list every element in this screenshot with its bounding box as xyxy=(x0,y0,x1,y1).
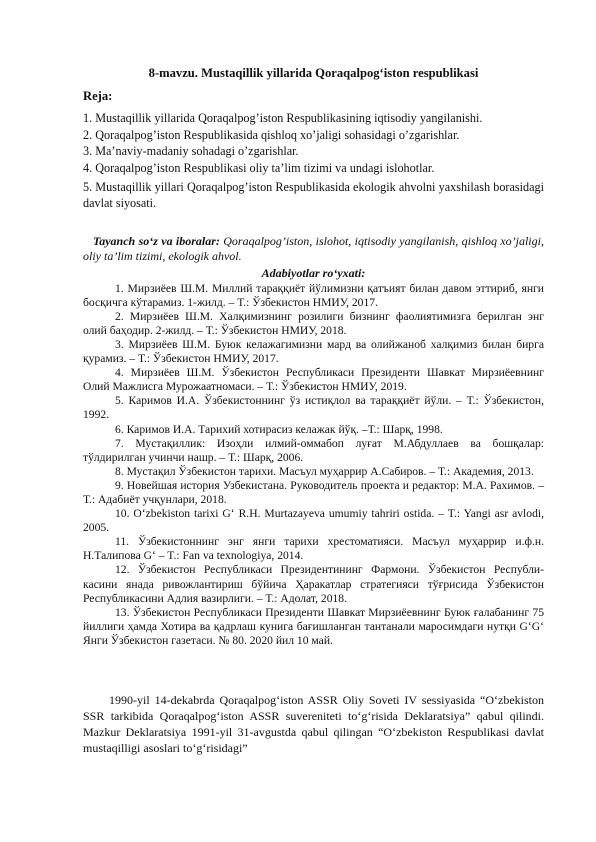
reference-item: 3. Мирзиёев Ш.М. Буюк келажагимизни мард ва олийжаноб халқимиз билан бирга қурамиз. – Т.: Ўзбекистон НМИУ, 2017. xyxy=(83,337,544,366)
reference-item: 2. Мирзиёев Ш.М. Халқимизнинг розилиги бизнинг фаолиятимизга берилган энг олий баҳодир. 2-жилд. – Т.: Ўзбекистон НМИУ, 2018. xyxy=(83,309,544,337)
reference-item: 9. Новейшая история Узбекистана. Руководитель проекта и редактор: М.А. Рахимов. – Т.: Адабиёт учқунлари, 2018. xyxy=(83,478,544,506)
plan-item: 2. Qoraqalpog’iston Respublikasida qishloq xo’jaligi sohasidagi o’zgarishlar. xyxy=(83,127,460,142)
reference-item: 12. Ўзбекистон Республикаси Президентининг Фармони. Ўзбекистон Республи-касини янада ривожлантириш бўйича Ҳаракатлар стратегияси тўғрисида Ўзбекистон Республикасини Адлия вазирлиги. – Т.: Адолат, 2018. xyxy=(83,563,544,605)
references-title: Adabiyotlar ro‘yxati: xyxy=(261,265,366,280)
references-list xyxy=(83,282,544,648)
reference-item: 8. Мустақил Ўзбекистон тарихи. Масъул муҳаррир А.Сабиров. – Т.: Академия, 2013. xyxy=(115,464,534,478)
reference-item: 7. Мустақиллик: Изоҳли илмий-оммабоп луғат М.Абдуллаев ва бошқалар: тўлдирилган учинчи нашр. – Т.: Шарқ, 2006. xyxy=(83,436,544,464)
keywords-label: Tayanch so‘z va iboralar: xyxy=(93,233,220,248)
reference-item: 10. O‘zbekiston tarixi G‘ R.H. Murtazayeva umumiy tahriri ostida. – T.: Yangi asr avlodi, 2005. xyxy=(83,507,544,535)
plan-item: 1. Mustaqillik yillarida Qoraqalpog’iston Respublikasining iqtisodiy yangilanishi. xyxy=(83,111,483,125)
document-title: 8-mavzu. Mustaqillik yillarida Qoraqalpog‘iston respublikasi xyxy=(148,66,479,80)
reference-item: 13. Ўзбекистон Республикаси Президенти Шавкат Мирзиёевнинг Буюк ғалабанинг 75 йиллиги ҳамда Хотира ва қадрлаш кунига бағишланган тантанали маросимдаги нутқи G‘G‘ Янги Ўзбекистон газетаси. № 80. 2020 йил 10 май. xyxy=(83,605,544,647)
keywords-text: Qoraqalpog’iston, islohot, iqtisodiy yangilanish, qishloq xo’jaligi, oliy ta’lim tizimi, ekologik ahvol. xyxy=(83,233,544,263)
plan-item: 5. Mustaqillik yillari Qoraqalpog’iston Respublikasida ekologik ahvolni yaxshilash borasidagi davlat siyosati. xyxy=(83,180,544,210)
plan-item: 3. Ma’naviy-madaniy sohadagi o’zgarishlar. xyxy=(83,144,299,159)
reference-item: 11. Ўзбекистоннинг энг янги тарихи хрестоматияси. Масъул муҳаррир и.ф.н. Н.Талипова G‘ – T.: Fan va texnologiya, 2014. xyxy=(83,535,544,563)
reference-item: 4. Мирзиёев Ш.М. Ўзбекистон Республикаси Президенти Шавкат Мирзиёевнинг Олий Мажлисга Мурожаатномаси. – Т.: Ўзбекистон НМИУ, 2019. xyxy=(83,366,544,394)
reference-item: 1. Мирзиёев Ш.М. Миллий тараққиёт йўлимизни қатъият билан давом эттириб, янги босқичга кўтарамиз. 1-жилд. – Т.: Ўзбекистон НМИУ, 2017. xyxy=(83,281,544,309)
plan-item: 4. Qoraqalpog’iston Respublikasi oliy ta’lim tizimi va undagi islohotlar. xyxy=(83,160,435,175)
reference-item: 5. Каримов И.А. Ўзбекистоннинг ўз истиқлол ва тараққиёт йўли. – Т.: Ўзбекистон, 1992. xyxy=(83,394,544,422)
plan-label: Reja: xyxy=(83,89,113,103)
keywords-paragraph xyxy=(83,234,544,264)
reference-item: 6. Каримов И.А. Тарихий хотирасиз келажак йўқ. –Т.: Шарқ, 1998. xyxy=(115,422,443,436)
body-paragraph: 1990-yil 14-dekabrda Qoraqalpog‘iston ASSR Oliy Soveti IV sessiyasida “O‘zbekiston SSR tarkibida Qoraqalpog‘iston ASSR suvereniteti to‘g‘risida Deklaratsiya” qabul qilindi. Mazkur Deklaratsiya 1991-yil 31-avgustda qabul qilingan “O‘zbekiston Respublikasi davlat mustaqilligi asoslari to‘g‘risidagi” xyxy=(83,693,544,755)
